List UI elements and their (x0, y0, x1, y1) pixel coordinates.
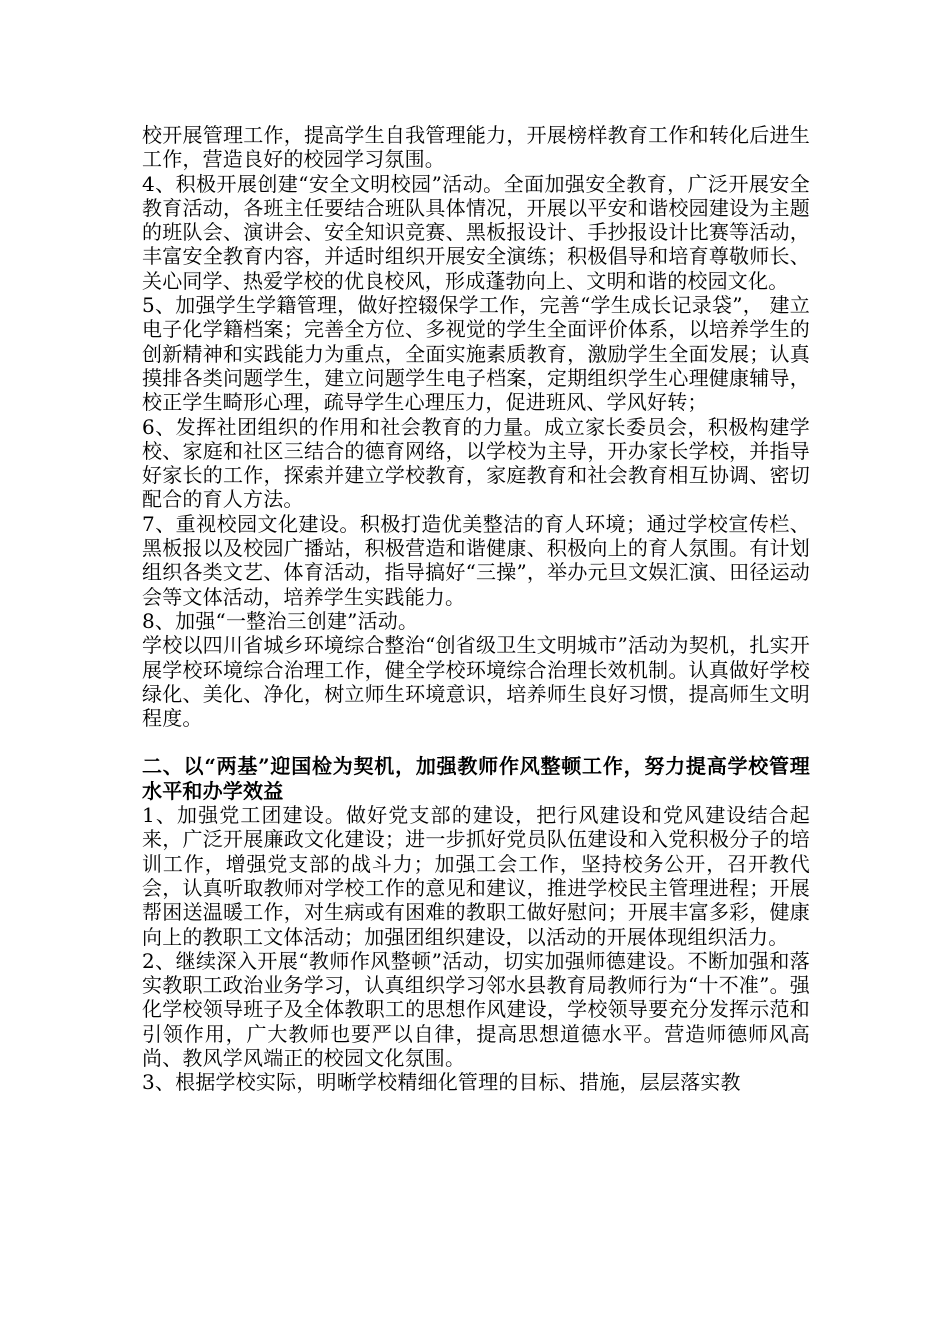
section-heading: 二、以“两基”迎国检为契机，加强教师作风整顿工作，努力提高学校管理水平和办学效益 (142, 754, 810, 803)
paragraph-item-8: 8、加强“一整治三创建”活动。 (142, 608, 419, 633)
paragraph-section2-item-1: 1、加强党工团建设。做好党支部的建设，把行风建设和党风建设结合起来，广泛开展廉政文化建设；进一步抓好党员队伍建设和入党积极分子的培训工作，增强党支部的战斗力；加强工会工作，坚持校务公开，召开教代会，认真听取教师对学校工作的意见和建议，推进学校民主管理进程；开展帮困送温暖工作，对生病或有困难的教职工做好慰问；开展丰富多彩，健康向上的教职工文体活动；加强团组织建设，以活动的开展体现组织活力。 (142, 803, 810, 949)
paragraph-section2-item-3: 3、根据学校实际，明晰学校精细化管理的目标、措施，层层落实教 (142, 1070, 741, 1095)
paragraph-section2-item-2: 2、继续深入开展“教师作风整顿”活动，切实加强师德建设。不断加强和落实教职工政治业务学习，认真组织学习邻水县教育局教师行为“十不准”。强化学校领导班子及全体教职工的思想作风建设，学校领导要充分发挥示范和引领作用，广大教师也要严以自律，提高思想道德水平。营造师德师风高尚、教风学风端正的校园文化氛围。 (142, 948, 810, 1070)
paragraph-item-8-detail: 学校以四川省城乡环境综合整治“创省级卫生文明城市”活动为契机，扎实开展学校环境综合治理工作，健全学校环境综合治理长效机制。认真做好学校绿化、美化、净化，树立师生环境意识，培养师生良好习惯，提高师生文明程度。 (142, 633, 810, 731)
paragraph-item-6: 6、发挥社团组织的作用和社会教育的力量。成立家长委员会，积极构建学校、家庭和社区三结合的德育网络，以学校为主导，开办家长学校，并指导好家长的工作，探索并建立学校教育，家庭教育和社会教育相互协调、密切配合的育人方法。 (142, 414, 810, 512)
section-spacer (142, 730, 810, 754)
paragraph-item-4: 4、积极开展创建“安全文明校园”活动。全面加强安全教育，广泛开展安全教育活动，各班主任要结合班队具体情况，开展以平安和谐校园建设为主题的班队会、演讲会、安全知识竞赛、黑板报设计、手抄报设计比赛等活动，丰富安全教育内容，并适时组织开展安全演练；积极倡导和培育尊敬师长、关心同学、热爱学校的优良校风，形成蓬勃向上、文明和谐的校园文化。 (142, 171, 810, 293)
paragraph-item-7: 7、重视校园文化建设。积极打造优美整洁的育人环境；通过学校宣传栏、黑板报以及校园广播站，积极营造和谐健康、积极向上的育人氛围。有计划组织各类文艺、体育活动，指导搞好“三操”，举办元旦文娱汇演、田径运动会等文体活动，培养学生实践能力。 (142, 511, 810, 609)
paragraph-item-5: 5、加强学生学籍管理，做好控辍保学工作，完善“学生成长记录袋”， 建立电子化学籍档案；完善全方位、多视觉的学生全面评价体系，以培养学生的创新精神和实践能力为重点，全面实施素质教育，激励学生全面发展；认真摸排各类问题学生，建立问题学生电子档案，定期组织学生心理健康辅导，校正学生畸形心理，疏导学生心理压力，促进班风、学风好转； (142, 293, 810, 415)
document-body (142, 123, 810, 1095)
paragraph-continuation: 校开展管理工作，提高学生自我管理能力，开展榜样教育工作和转化后进生工作，营造良好的校园学习氛围。 (142, 123, 810, 172)
